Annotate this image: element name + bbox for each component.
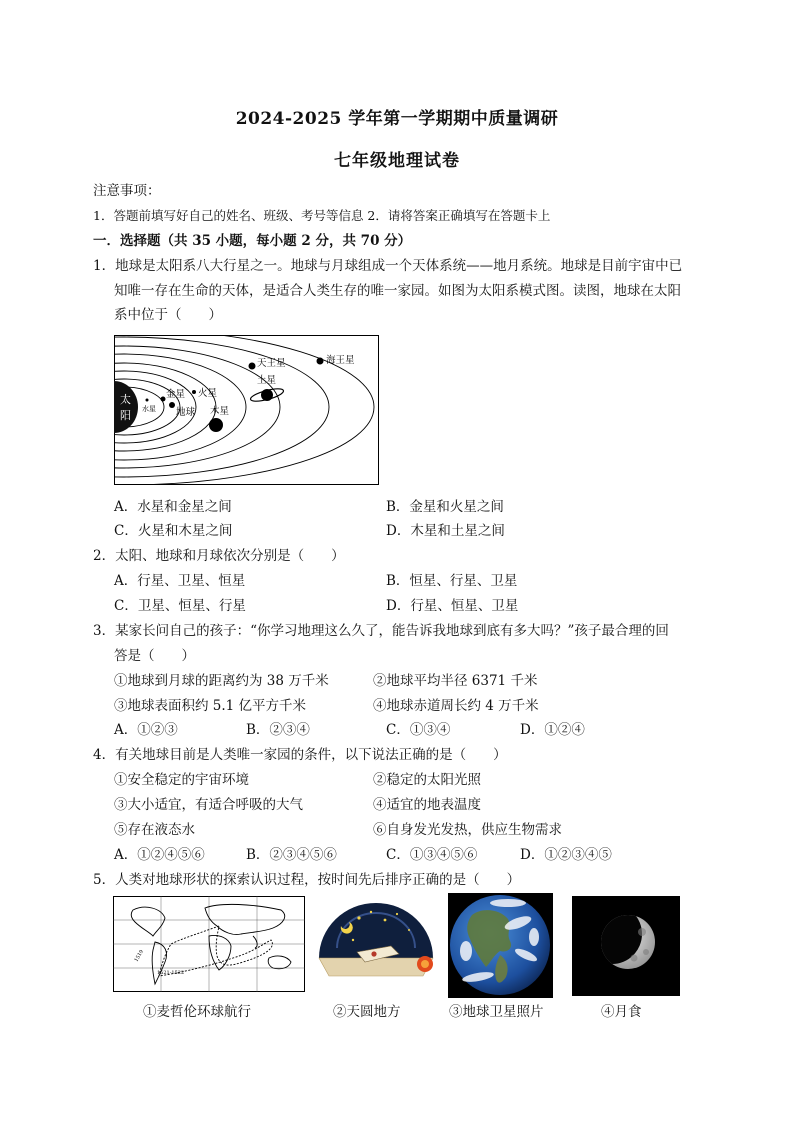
caption-eclipse: ④月食: [601, 1004, 642, 1020]
exam-title: 2024-2025 学年第一学期期中质量调研: [235, 109, 559, 129]
q1-stem-line3: 系中位于（ ）: [114, 307, 222, 323]
saturn-label: 土星: [257, 375, 277, 386]
q1-stem-line2: 知唯一存在生命的天体，是适合人类生存的唯一家园。如图为太阳系模式图。读图，地球在太阳: [114, 283, 681, 299]
q4-statement-4: ④适宜的地表温度: [373, 797, 481, 813]
q4-statement-6: ⑥自身发光发热，供应生物需求: [373, 822, 562, 838]
round-sky-square-earth-figure: [313, 896, 439, 992]
mars-label: 火星: [198, 388, 218, 399]
magellan-route-map: [113, 896, 305, 992]
q4-option-a[interactable]: A．①②④⑤⑥: [114, 847, 205, 863]
earth-label: 地球: [176, 407, 196, 418]
caption-magellan: ①麦哲伦环球航行: [143, 1004, 251, 1020]
mars-dot: [192, 390, 196, 394]
q4-statement-2: ②稳定的太阳光照: [373, 772, 481, 788]
mercury-dot: [146, 399, 149, 402]
uranus-label: 天王星: [257, 358, 286, 369]
neptune-label: 海王星: [326, 355, 355, 366]
notes-heading: 注意事项：: [93, 183, 161, 199]
venus-label: 金星: [166, 389, 186, 400]
q4-statement-3: ③大小适宜，有适合呼吸的大气: [114, 797, 303, 813]
caption-round-sky: ②天圆地方: [333, 1004, 401, 1020]
earth-satellite-photo: [448, 893, 553, 998]
q3-option-b[interactable]: B．②③④: [246, 722, 310, 738]
exam-subtitle: 七年级地理试卷: [334, 151, 460, 171]
q1-option-b[interactable]: B．金星和火星之间: [386, 499, 504, 515]
sun-label: 太: [120, 393, 131, 406]
q1-option-a[interactable]: A．水星和金星之间: [114, 499, 232, 515]
neptune-dot: [317, 358, 324, 365]
mercury-label: 水星: [142, 405, 156, 413]
q3-statement-1: ①地球到月球的距离约为 38 万千米: [114, 673, 329, 689]
q4-statement-1: ①安全稳定的宇宙环境: [114, 772, 249, 788]
caption-satellite: ③地球卫星照片: [449, 1004, 544, 1020]
q1-option-c[interactable]: C．火星和木星之间: [114, 523, 233, 539]
venus-dot: [161, 397, 166, 402]
q3-statement-3: ③地球表面积约 5.1 亿平方千米: [114, 698, 307, 714]
q3-stem-line2: 答是（ ）: [114, 648, 195, 664]
q2-option-d[interactable]: D．行星、恒星、卫星: [386, 598, 519, 614]
q4-statement-5: ⑤存在液态水: [114, 822, 195, 838]
q4-option-c[interactable]: C．①③④⑤⑥: [386, 847, 478, 863]
map-year-label-2: 1521-1522: [157, 970, 185, 976]
q2-option-b[interactable]: B．恒星、行星、卫星: [386, 573, 518, 589]
q1-option-d[interactable]: D．木星和土星之间: [386, 523, 505, 539]
q4-option-b[interactable]: B．②③④⑤⑥: [246, 847, 337, 863]
q1-stem-line1: 1．地球是太阳系八大行星之一。地球与月球组成一个天体系统——地月系统。地球是目前宇宙中已: [93, 258, 683, 274]
q3-stem-line1: 3．某家长问自己的孩子：“你学习地理这么久了，能告诉我地球到底有多大吗？”孩子最合理的回: [93, 623, 669, 639]
notes-item: 1．答题前填写好自己的姓名、班级、考号等信息 2．请将答案正确填写在答题卡上: [93, 208, 551, 223]
q2-option-a[interactable]: A．行星、卫星、恒星: [114, 573, 246, 589]
q5-stem: 5．人类对地球形状的探索认识过程，按时间先后排序正确的是（ ）: [93, 872, 521, 888]
q4-stem: 4．有关地球目前是人类唯一家园的条件，以下说法正确的是（ ）: [93, 747, 507, 763]
jupiter-label: 木星: [210, 406, 230, 417]
q3-statement-2: ②地球平均半径 6371 千米: [373, 673, 538, 689]
lunar-eclipse-photo: [572, 896, 680, 996]
q2-stem: 2．太阳、地球和月球依次分别是（ ）: [93, 548, 345, 564]
q3-statement-4: ④地球赤道周长约 4 万千米: [373, 698, 539, 714]
q2-option-c[interactable]: C．卫星、恒星、行星: [114, 598, 246, 614]
uranus-dot: [249, 363, 256, 370]
map-year-label: 1519: [133, 948, 146, 963]
section-heading: 一．选择题（共 35 小题，每小题 2 分，共 70 分）: [93, 233, 412, 249]
q3-option-c[interactable]: C．①③④: [386, 722, 451, 738]
earth-dot: [169, 402, 175, 408]
jupiter-dot: [209, 418, 223, 432]
q4-option-d[interactable]: D．①②③④⑤: [520, 847, 612, 863]
q3-option-d[interactable]: D．①②④: [520, 722, 585, 738]
solar-system-figure: [114, 335, 379, 485]
q3-option-a[interactable]: A．①②③: [114, 722, 178, 738]
sun-label-2: 阳: [120, 409, 131, 422]
